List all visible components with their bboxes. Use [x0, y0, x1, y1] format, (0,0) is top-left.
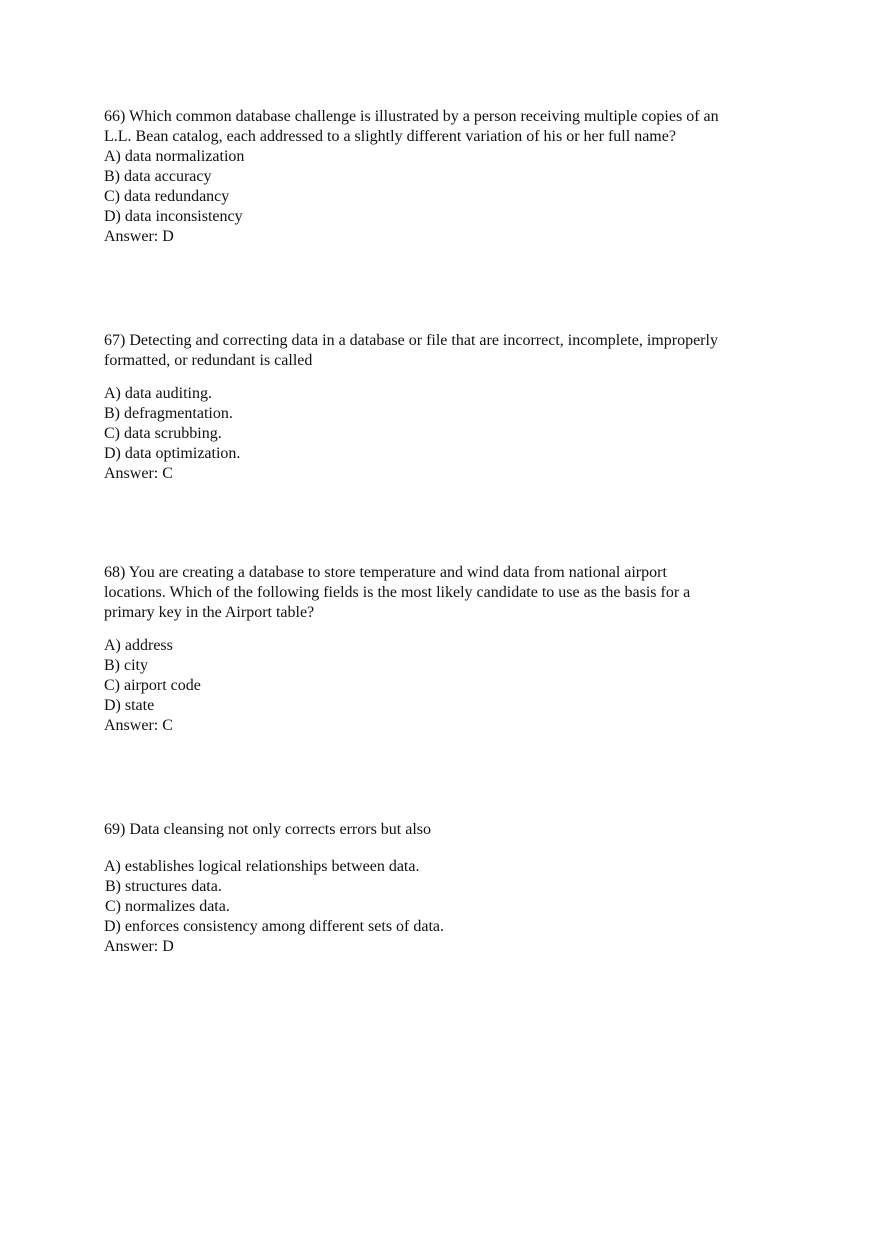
answer-option-c: C) data redundancy — [104, 188, 230, 205]
answer-option-d: D) data inconsistency — [104, 208, 243, 225]
answer-option-a: A) establishes logical relationships between data. — [104, 858, 420, 875]
answer-key: Answer: C — [104, 465, 173, 482]
answer-key: Answer: D — [104, 938, 174, 955]
answer-option-b: B) data accuracy — [104, 168, 212, 185]
question-stem-line: primary key in the Airport table? — [104, 604, 315, 621]
answer-option-a: A) address — [104, 637, 173, 654]
answer-option-c: C) normalizes data. — [105, 898, 230, 915]
answer-option-b: B) defragmentation. — [104, 405, 233, 422]
answer-option-d: D) state — [104, 697, 155, 714]
answer-option-d: D) enforces consistency among different sets of data. — [104, 918, 445, 935]
question-stem-line: formatted, or redundant is called — [104, 352, 313, 369]
spacer — [104, 840, 784, 857]
question-67 — [104, 331, 784, 484]
question-stem-line: locations. Which of the following fields is the most likely candidate to use as the basis for a — [104, 584, 691, 601]
answer-option-c: C) airport code — [104, 677, 201, 694]
spacer — [104, 371, 784, 384]
question-66 — [104, 107, 784, 247]
answer-option-c: C) data scrubbing. — [104, 425, 222, 442]
answer-key: Answer: D — [104, 228, 174, 245]
answer-option-d: D) data optimization. — [104, 445, 241, 462]
answer-option-a: A) data normalization — [104, 148, 245, 165]
question-stem-line: 69) Data cleansing not only corrects errors but also — [104, 821, 432, 838]
answer-option-b: B) city — [104, 657, 148, 674]
question-stem-line: 66) Which common database challenge is illustrated by a person receiving multiple copies of an — [104, 108, 719, 125]
question-stem-line: 67) Detecting and correcting data in a database or file that are incorrect, incomplete, improperly — [104, 332, 718, 349]
question-stem-line: 68) You are creating a database to store temperature and wind data from national airport — [104, 564, 667, 581]
spacer — [104, 623, 784, 636]
answer-key: Answer: C — [104, 717, 173, 734]
question-stem-line: L.L. Bean catalog, each addressed to a slightly different variation of his or her full name? — [104, 128, 676, 145]
answer-option-b: B) structures data. — [105, 878, 222, 895]
answer-option-a: A) data auditing. — [104, 385, 212, 402]
question-69 — [104, 820, 784, 957]
question-68 — [104, 563, 784, 736]
